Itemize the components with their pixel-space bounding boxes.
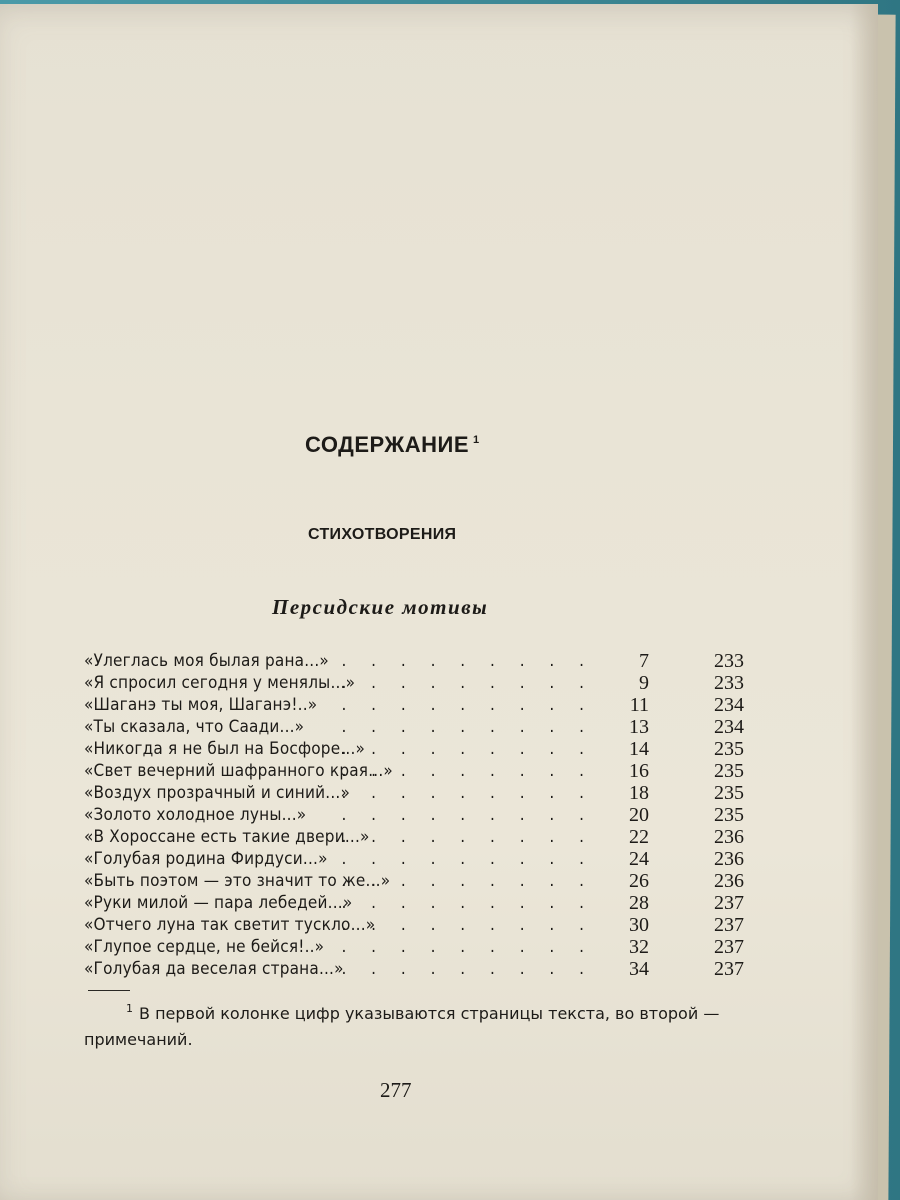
- toc-entry-leader: . . . . . . . . .: [341, 739, 594, 759]
- toc-entry-page: 32: [629, 936, 649, 958]
- toc-entry-page: 24: [629, 848, 649, 870]
- book-page: [0, 4, 878, 1200]
- footnote-divider: [88, 990, 130, 991]
- toc-entry-title: «Голубая да веселая страна...»: [84, 959, 344, 979]
- toc-entry-notes-page: 235: [714, 760, 744, 782]
- toc-entry-leader: . . . . . . . . .: [341, 937, 594, 957]
- toc-heading: [305, 432, 480, 458]
- toc-entry-notes-page: 237: [714, 914, 744, 936]
- toc-entry: [84, 936, 744, 958]
- toc-entry-leader: . . . . . . . . .: [341, 761, 594, 781]
- toc-entry-notes-page: 236: [714, 848, 744, 870]
- toc-entry-leader: . . . . . . . . .: [341, 893, 594, 913]
- toc-entry-title: «Руки милой — пара лебедей...»: [84, 893, 353, 913]
- toc-entry-page: 28: [629, 892, 649, 914]
- toc-entry-title: «Улеглась моя былая рана...»: [84, 651, 329, 671]
- toc-entry-page: 7: [639, 650, 649, 672]
- toc-entry-leader: . . . . . . . . .: [341, 673, 594, 693]
- toc-entry-leader: . . . . . . . . .: [341, 651, 594, 671]
- toc-entry-notes-page: 234: [714, 694, 744, 716]
- toc-entry-page: 11: [629, 694, 649, 716]
- subsection-heading: Персидские мотивы: [272, 595, 489, 619]
- toc-entry-page: 34: [629, 958, 649, 980]
- toc-heading-footnote-mark: 1: [473, 434, 480, 446]
- toc-entry-title: «Золото холодное луны...»: [84, 805, 307, 825]
- toc-entry-title: «Я спросил сегодня у менялы...»: [84, 673, 356, 693]
- toc-entry: [84, 892, 744, 914]
- footnote: [84, 996, 744, 1053]
- toc-entry-page: 14: [629, 738, 649, 760]
- toc-entry-page: 26: [629, 870, 649, 892]
- toc-entry-notes-page: 237: [714, 936, 744, 958]
- toc-entry-title: «Быть поэтом — это значит то же...»: [84, 871, 391, 891]
- toc-entry: [84, 782, 744, 804]
- footnote-text: В первой колонке цифр указываются страницы текста, во второй — примечаний.: [84, 1004, 720, 1049]
- toc-entry-notes-page: 237: [714, 892, 744, 914]
- toc-entry-title: «Голубая родина Фирдуси...»: [84, 849, 328, 869]
- toc-entry-notes-page: 233: [714, 672, 744, 694]
- toc-entry: [84, 914, 744, 936]
- toc-entry-page: 13: [629, 716, 649, 738]
- toc-entry-leader: . . . . . . . . .: [341, 695, 594, 715]
- toc-entry-page: 18: [629, 782, 649, 804]
- toc-entry-leader: . . . . . . . . .: [341, 805, 594, 825]
- toc-entry-title: «Ты сказала, что Саади...»: [84, 717, 305, 737]
- toc-entry: [84, 760, 744, 782]
- toc-entry-page: 9: [639, 672, 649, 694]
- toc-entry-title: «Никогда я не был на Босфоре...»: [84, 739, 366, 759]
- toc-entry-title: «В Хороссане есть такие двери...»: [84, 827, 370, 847]
- toc-entry: [84, 716, 744, 738]
- toc-entry-notes-page: 233: [714, 650, 744, 672]
- toc-entry: [84, 738, 744, 760]
- toc-entry-leader: . . . . . . . . .: [341, 717, 594, 737]
- page-number: 277: [380, 1078, 412, 1102]
- toc-entry-leader: . . . . . . . . .: [341, 915, 594, 935]
- toc-entry-leader: . . . . . . . . .: [341, 871, 594, 891]
- toc-entry-leader: . . . . . . . . .: [341, 959, 594, 979]
- toc-entry: [84, 804, 744, 826]
- toc-entry-leader: . . . . . . . . .: [341, 827, 594, 847]
- toc-entry-leader: . . . . . . . . .: [341, 849, 594, 869]
- toc-entry-notes-page: 235: [714, 804, 744, 826]
- toc-entry-page: 22: [629, 826, 649, 848]
- toc-entry-page: 30: [629, 914, 649, 936]
- toc-entry: [84, 694, 744, 716]
- toc-entry-leader: . . . . . . . . .: [341, 783, 594, 803]
- page-content: [0, 4, 878, 1200]
- toc-entry-page: 16: [629, 760, 649, 782]
- toc-entry: [84, 958, 744, 980]
- section-heading: СТИХОТВОРЕНИЯ: [308, 526, 457, 543]
- toc-entry-title: «Свет вечерний шафранного края...»: [84, 761, 393, 781]
- toc-entry-title: «Отчего луна так светит тускло...»: [84, 915, 376, 935]
- toc-entry: [84, 826, 744, 848]
- toc-entry-notes-page: 234: [714, 716, 744, 738]
- toc-entry: [84, 848, 744, 870]
- toc-entry-notes-page: 236: [714, 826, 744, 848]
- toc-entry: [84, 672, 744, 694]
- footnote-mark: 1: [126, 1002, 133, 1015]
- toc-entry-title: «Шаганэ ты моя, Шаганэ!..»: [84, 695, 318, 715]
- toc-entry: [84, 870, 744, 892]
- toc-entry: [84, 650, 744, 672]
- toc-entry-page: 20: [629, 804, 649, 826]
- toc-heading-text: СОДЕРЖАНИЕ: [305, 432, 470, 457]
- toc-entry-list: [84, 650, 744, 980]
- toc-entry-notes-page: 236: [714, 870, 744, 892]
- toc-entry-title: «Глупое сердце, не бейся!..»: [84, 937, 325, 957]
- toc-entry-title: «Воздух прозрачный и синий...»: [84, 783, 350, 803]
- toc-entry-notes-page: 235: [714, 782, 744, 804]
- toc-entry-notes-page: 237: [714, 958, 744, 980]
- toc-entry-notes-page: 235: [714, 738, 744, 760]
